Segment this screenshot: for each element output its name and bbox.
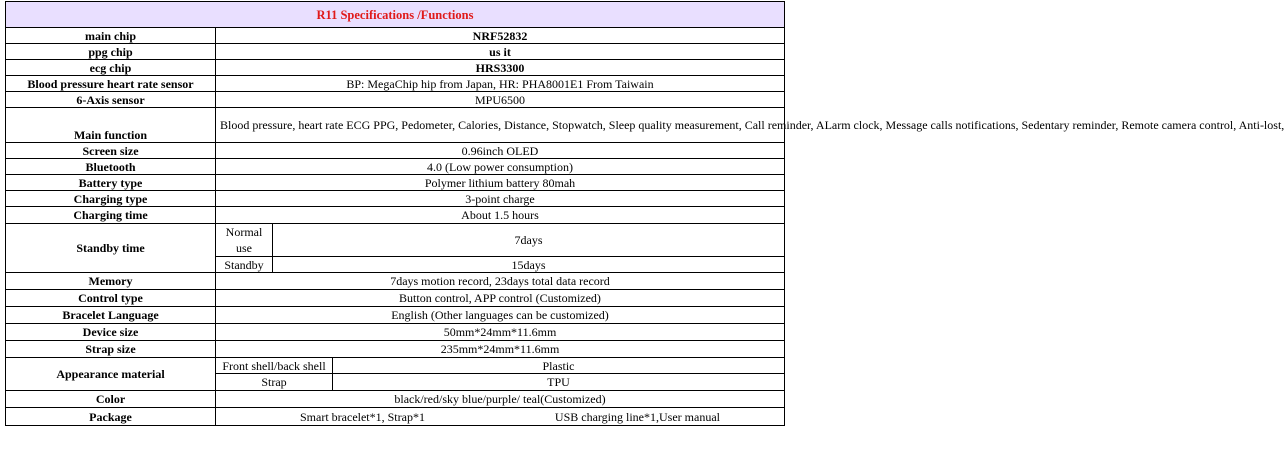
table-row xyxy=(6,44,785,60)
row-value: 7days motion record, 23days total data record xyxy=(216,273,785,290)
row-value: Polymer lithium battery 80mah xyxy=(216,175,785,191)
row-label: Color xyxy=(6,391,216,408)
title-row xyxy=(6,2,785,28)
strap-label: Strap xyxy=(216,374,333,391)
row-label: Control type xyxy=(6,290,216,307)
strap-value: TPU xyxy=(333,374,785,391)
table-row xyxy=(6,224,785,257)
normal-label-line1: Normal xyxy=(225,225,263,239)
table-row xyxy=(6,324,785,341)
row-label: Bluetooth xyxy=(6,159,216,175)
standby-normal-label xyxy=(216,224,273,257)
standby-label: Standby xyxy=(216,257,273,273)
row-value: 0.96inch OLED xyxy=(216,143,785,159)
row-value: English (Other languages can be customized) xyxy=(216,307,785,324)
row-label: ecg chip xyxy=(6,60,216,76)
row-label: Standby time xyxy=(6,224,216,273)
row-label: Blood pressure heart rate sensor xyxy=(6,76,216,92)
table-row xyxy=(6,108,785,143)
row-value: Blood pressure, heart rate ECG PPG, Pedometer, Calories, Distance, Stopwatch, Sleep quality measurement, Call reminder, ALarm clock, Message calls notifications, Sedentary reminder, Remote camera control, Anti-lost, xyxy=(216,108,785,143)
table-row xyxy=(6,290,785,307)
row-value: 3-point charge xyxy=(216,191,785,207)
row-label: Strap size xyxy=(6,341,216,358)
row-value: us it xyxy=(216,44,785,60)
row-value xyxy=(216,408,785,426)
row-value: 235mm*24mm*11.6mm xyxy=(216,341,785,358)
row-label: Battery type xyxy=(6,175,216,191)
row-label: Screen size xyxy=(6,143,216,159)
table-row xyxy=(6,191,785,207)
table-row xyxy=(6,159,785,175)
table-row xyxy=(6,408,785,426)
row-value: 4.0 (Low power consumption) xyxy=(216,159,785,175)
row-label: 6-Axis sensor xyxy=(6,92,216,108)
row-label: ppg chip xyxy=(6,44,216,60)
table-row xyxy=(6,273,785,290)
table-row xyxy=(6,207,785,224)
table-row xyxy=(6,341,785,358)
row-label: Bracelet Language xyxy=(6,307,216,324)
row-label: Appearance material xyxy=(6,358,216,391)
row-value: BP: MegaChip hip from Japan, HR: PHA8001E1 From Taiwain xyxy=(216,76,785,92)
row-label: Device size xyxy=(6,324,216,341)
row-value: 50mm*24mm*11.6mm xyxy=(216,324,785,341)
row-label: Charging time xyxy=(6,207,216,224)
shell-label: Front shell/back shell xyxy=(216,358,333,374)
table-row xyxy=(6,307,785,324)
row-value: MPU6500 xyxy=(216,92,785,108)
table-row xyxy=(6,143,785,159)
table-row xyxy=(6,358,785,374)
row-label: Main function xyxy=(6,108,216,143)
standby-normal-value: 7days xyxy=(273,224,785,257)
table-row xyxy=(6,60,785,76)
row-value: About 1.5 hours xyxy=(216,207,785,224)
table-row xyxy=(6,175,785,191)
table-title: R11 Specifications /Functions xyxy=(6,2,785,28)
row-label: Charging type xyxy=(6,191,216,207)
row-value: Button control, APP control (Customized) xyxy=(216,290,785,307)
standby-value: 15days xyxy=(273,257,785,273)
row-label: Memory xyxy=(6,273,216,290)
shell-value: Plastic xyxy=(333,358,785,374)
table-row xyxy=(6,28,785,44)
normal-label-line2: use xyxy=(236,241,252,255)
row-value: NRF52832 xyxy=(216,28,785,44)
table-row xyxy=(6,391,785,408)
package-item-2: USB charging line*1,User manual xyxy=(554,409,720,424)
table-row xyxy=(6,92,785,108)
row-value: black/red/sky blue/purple/ teal(Customized) xyxy=(216,391,785,408)
row-label: main chip xyxy=(6,28,216,44)
spec-table xyxy=(5,1,1284,426)
row-label: Package xyxy=(6,408,216,426)
row-value: HRS3300 xyxy=(216,60,785,76)
package-items xyxy=(220,410,780,424)
table-row xyxy=(6,76,785,92)
package-item-1: Smart bracelet*1, Strap*1 xyxy=(300,409,425,424)
